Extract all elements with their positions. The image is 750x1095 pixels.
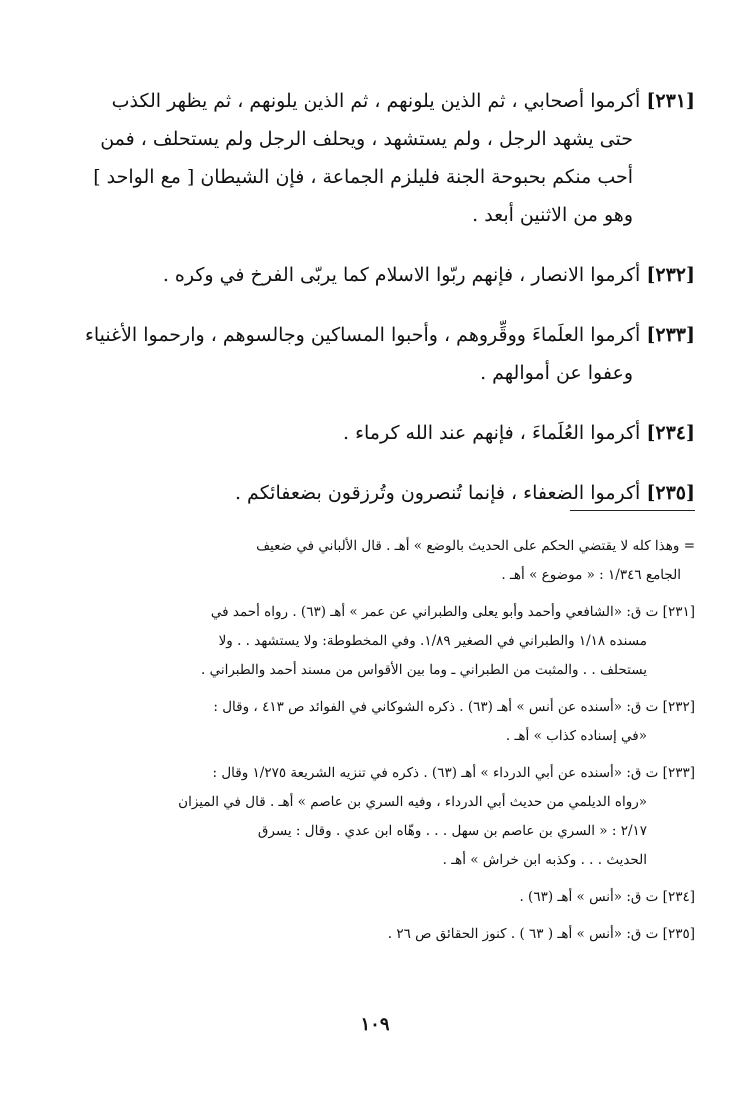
footnote bbox=[30, 883, 695, 912]
hadith-entry bbox=[30, 82, 695, 234]
hadith-number: [٢٣٢] bbox=[646, 264, 695, 286]
footnote-separator bbox=[570, 510, 695, 511]
hadith-line: [٢٣١] أكرموا أصحابي ، ثم الذين يلونهم ، ثم الذين يلونهم ، ثم يظهر الكذب bbox=[111, 90, 695, 112]
footnote-marker: [٢٣١] bbox=[662, 604, 695, 620]
footnote-line: مسنده ١/١٨ والطبراني في الصغير ١/٨٩. وفي المخطوطة: ولا يستشهد . . ولا bbox=[218, 633, 647, 649]
footnote bbox=[30, 532, 695, 590]
footnote-line: الحديث . . . وكذبه ابن خراش » أهـ . bbox=[442, 852, 647, 868]
hadith-number: [٢٣٥] bbox=[646, 482, 695, 504]
footnote bbox=[30, 598, 695, 685]
footnote-line: [٢٣٣] ت ق: «أسنده عن أبي الدرداء » أهـ (٦٣) . ذكره في تنزيه الشريعة ١/٢٧٥ وقال : bbox=[212, 765, 695, 781]
hadith-line: أحب منكم بحبوحة الجنة فليلزم الجماعة ، فإن الشيطان [ مع الواحد ] bbox=[93, 166, 633, 188]
hadith-line: [٢٣٤] أكرموا العُلَماءَ ، فإنهم عند الله كرماء . bbox=[342, 422, 695, 444]
footnote-line: [٢٣٥] ت ق: «أنس » أهـ ( ٦٣ ) . كنوز الحقائق ص ٢٦ . bbox=[387, 926, 695, 942]
footnote-line: [٢٣١] ت ق: «الشافعي وأحمد وأبو يعلى والطبراني عن عمر » أهـ (٦٣) . رواه أحمد في bbox=[210, 604, 695, 620]
footnotes bbox=[30, 532, 695, 957]
footnote-line: «رواه الديلمي من حديث أبي الدرداء ، وفيه السري بن عاصم » أهـ . قال في الميزان bbox=[178, 794, 647, 810]
footnote-marker: [٢٣٤] bbox=[662, 889, 695, 905]
footnote-marker: [٢٣٣] bbox=[662, 765, 695, 781]
hadith-line: [٢٣٢] أكرموا الانصار ، فإنهم ربّوا الاسلام كما يربّى الفرخ في وكره . bbox=[162, 264, 695, 286]
footnote-line: «في إسناده كذاب » أهـ . bbox=[505, 728, 647, 744]
footnote-line: = وهذا كله لا يقتضي الحكم على الحديث بالوضع » أهـ . قال الألباني في ضعيف bbox=[256, 538, 695, 554]
footnote-line: ٢/١٧ : « السري بن عاصم بن سهل . . . وهّاه ابن عدي . وقال : يسرق bbox=[257, 823, 647, 839]
hadith-line: وعفوا عن أموالهم . bbox=[480, 362, 633, 384]
hadith-entry bbox=[30, 316, 695, 392]
hadith-line: حتى يشهد الرجل ، ولم يستشهد ، ويحلف الرجل ولم يستحلف ، فمن bbox=[100, 128, 633, 150]
footnote bbox=[30, 693, 695, 751]
footnote bbox=[30, 759, 695, 875]
footnote-line: [٢٣٤] ت ق: «أنس » أهـ (٦٣) . bbox=[519, 889, 695, 905]
footnote-line: [٢٣٢] ت ق: «أسنده عن أنس » أهـ (٦٣) . ذكره الشوكاني في الفوائد ص ٤١٣ ، وقال : bbox=[213, 699, 695, 715]
hadith-number: [٢٣٣] bbox=[646, 324, 695, 346]
hadith-line: وهو من الاثنين أبعد . bbox=[472, 204, 633, 226]
hadith-number: [٢٣١] bbox=[646, 90, 695, 112]
footnote-line: الجامع ١/٣٤٦ : « موضوع » أهـ . bbox=[501, 567, 681, 583]
hadith-line: [٢٣٣] أكرموا العلَماءَ ووقِّروهم ، وأحبوا المساكين وجالسوهم ، وارحموا الأغنياء bbox=[84, 324, 695, 346]
footnote-marker: = bbox=[683, 538, 695, 554]
hadith-list bbox=[30, 82, 695, 534]
hadith-entry bbox=[30, 474, 695, 512]
hadith-number: [٢٣٤] bbox=[646, 422, 695, 444]
hadith-line: [٢٣٥] أكرموا الضعفاء ، فإنما تُنصرون وتُرزقون بضعفائكم . bbox=[234, 482, 695, 504]
page-number: ١٠٩ bbox=[360, 1014, 390, 1035]
footnote-marker: [٢٣٥] bbox=[662, 926, 695, 942]
footnote bbox=[30, 920, 695, 949]
footnote-marker: [٢٣٢] bbox=[662, 699, 695, 715]
hadith-entry bbox=[30, 414, 695, 452]
footnote-line: يستحلف . . والمثبت من الطبراني ـ وما بين الأقواس من مسند أحمد والطبراني . bbox=[200, 662, 647, 678]
hadith-entry bbox=[30, 256, 695, 294]
